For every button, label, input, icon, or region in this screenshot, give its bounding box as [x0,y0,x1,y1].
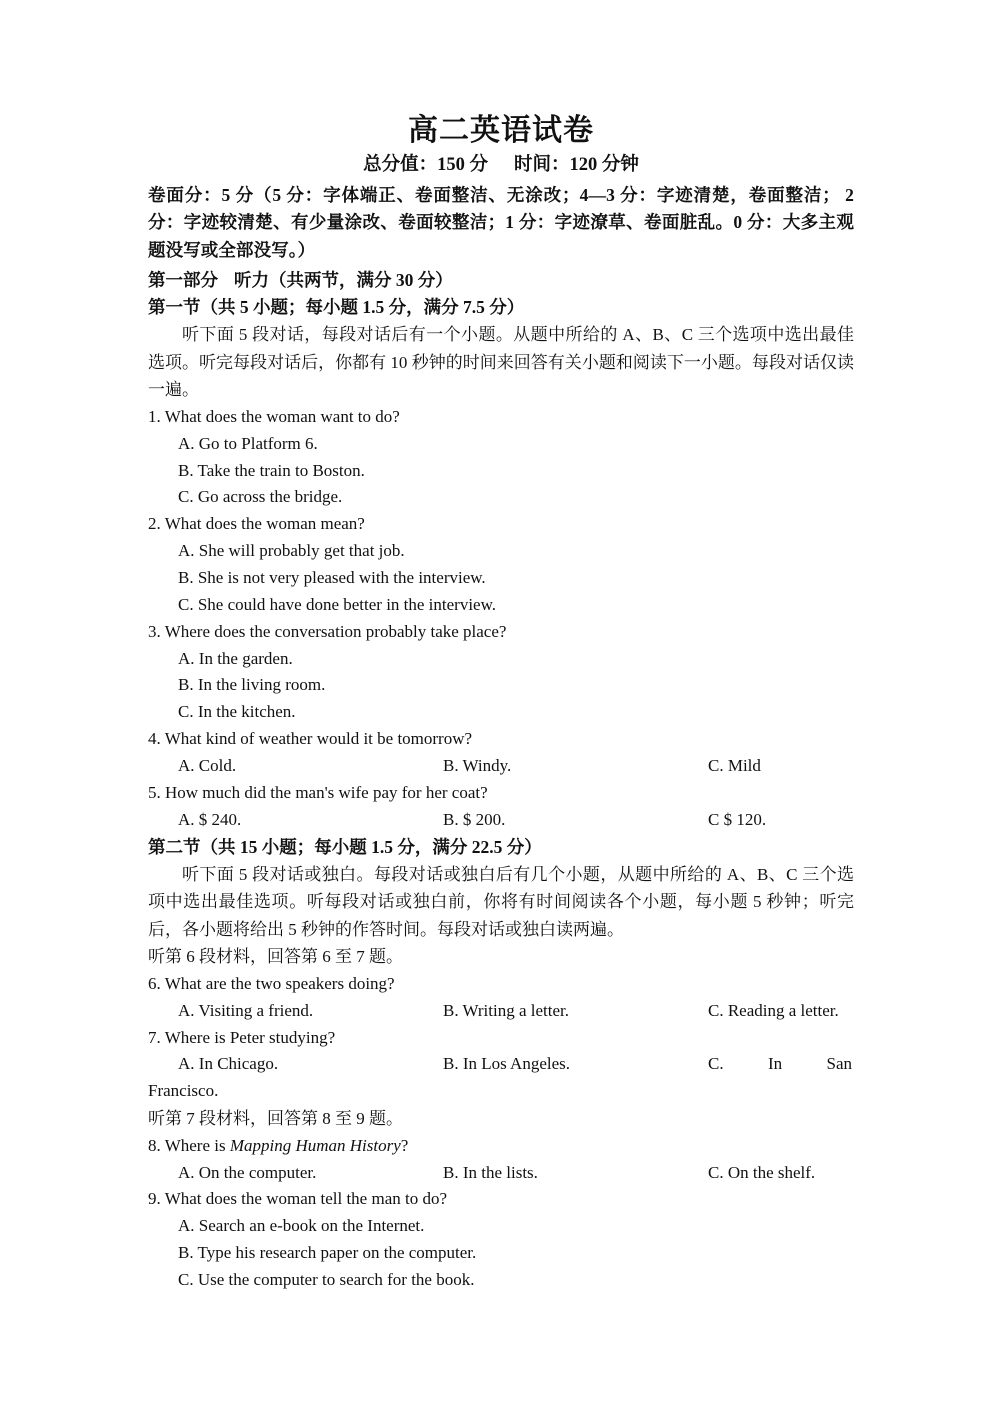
material-6-note: 听第 6 段材料，回答第 6 至 7 题。 [148,947,403,967]
option-3-c[interactable]: C. In the kitchen. [178,702,296,722]
part-one-heading [148,267,854,294]
question-7 [148,1025,854,1052]
question-4 [148,726,854,753]
option-7-c-part3: San [826,1054,852,1074]
option-7-c-wrap: Francisco. [148,1081,219,1101]
option-9-b[interactable]: B. Type his research paper on the computer. [178,1243,477,1263]
exam-meta-line [148,152,854,180]
option-7-b[interactable]: B. In Los Angeles. [443,1054,571,1074]
question-5 [148,780,854,807]
question-number: 5. [148,782,161,802]
option-2-c[interactable]: C. She could have done better in the interview. [178,594,497,614]
question-number: 7. [148,1027,161,1047]
option-6-a[interactable]: A. Visiting a friend. [178,1000,314,1020]
option-4-a[interactable]: A. Cold. [178,756,237,776]
question-text: What does the woman mean? [164,514,365,534]
option-9-a[interactable]: A. Search an e-book on the Internet. [178,1216,425,1236]
options-row-5 [148,807,854,834]
part-one-label: 第一部分 [148,270,218,291]
section-one-heading: 第一节（共 5 小题；每小题 1.5 分，满分 7.5 分） [148,297,525,318]
option-1-c[interactable]: C. Go across the bridge. [178,487,343,507]
exam-time-label: 时间：120 分钟 [514,155,639,176]
option-7-c-part2: In [767,1054,783,1074]
question-8 [148,1133,854,1160]
question-text: How much did the man's wife pay for her coat? [165,782,488,802]
question-9 [148,1186,854,1213]
option-5-a[interactable]: A. $ 240. [178,809,242,829]
question-text: Where does the conversation probably take place? [164,621,507,641]
option-8-a[interactable]: A. On the computer. [178,1162,317,1182]
question-number: 4. [148,729,161,749]
total-score-label: 总分值：150 分 [363,155,488,176]
option-1-b[interactable]: B. Take the train to Boston. [178,460,365,480]
option-8-c[interactable]: C. On the shelf. [708,1162,816,1182]
section-two-heading: 第二节（共 15 小题；每小题 1.5 分，满分 22.5 分） [148,836,542,857]
options-row-6 [148,998,854,1025]
document-content [148,112,854,1294]
question-number: 3. [148,621,161,641]
option-3-b[interactable]: B. In the living room. [178,675,326,695]
question-1 [148,404,854,431]
question-2 [148,511,854,538]
option-1-a[interactable]: A. Go to Platform 6. [178,433,318,453]
question-3 [148,619,854,646]
option-7-c-part1: C. [708,1054,724,1074]
option-2-a[interactable]: A. She will probably get that job. [178,541,405,561]
option-5-b[interactable]: B. $ 200. [443,809,506,829]
book-title-italic: Mapping Human History [229,1135,401,1155]
question-text: What kind of weather would it be tomorrow? [164,729,473,749]
material-7-note: 听第 7 段材料，回答第 8 至 9 题。 [148,1109,403,1129]
question-number: 2. [148,514,161,534]
question-text: What does the woman tell the man to do? [164,1189,448,1209]
option-6-b[interactable]: B. Writing a letter. [443,1000,570,1020]
question-text: Where is Peter studying? [164,1027,336,1047]
option-4-c[interactable]: C. Mild [708,756,761,776]
question-text: What does the woman want to do? [164,406,400,426]
options-row-8 [148,1160,854,1187]
question-text-before: Where is [164,1135,230,1155]
options-row-4 [148,753,854,780]
question-6 [148,971,854,998]
section-two-instruction: 听下面 5 段对话或独白。每段对话或独白后有几个小题，从题中所给的 A、B、C 三个选项中选出最佳选项。听每段对话或独白前，你将有时间阅读各个小题，每小题 5 秒钟；听完后，各小题将给出 5 秒钟的作答时间。每段对话或独白读两遍。 [148,864,854,939]
question-number: 1. [148,406,161,426]
option-5-c[interactable]: C $ 120. [708,809,767,829]
option-8-b[interactable]: B. In the lists. [443,1162,538,1182]
page-title: 高二英语试卷 [408,114,594,147]
options-row-7 [148,1051,854,1078]
option-9-c[interactable]: C. Use the computer to search for the book. [178,1270,475,1289]
option-7-c[interactable] [708,1051,854,1078]
option-7-a[interactable]: A. In Chicago. [178,1054,279,1074]
part-one-title: 听力（共两节，满分 30 分） [234,270,453,291]
option-3-a[interactable]: A. In the garden. [178,648,293,668]
section-one-instruction: 听下面 5 段对话，每段对话后有一个小题。从题中所给的 A、B、C 三个选项中选出最佳选项。听完每段对话后，你都有 10 秒钟的时间来回答有关小题和阅读下一小题。每段对话仅读一遍。 [148,325,854,400]
question-text: What are the two speakers doing? [164,973,395,993]
question-text-after: ? [400,1135,409,1155]
question-number: 8. [148,1135,161,1155]
question-number: 9. [148,1189,161,1209]
option-6-c[interactable]: C. Reading a letter. [708,1000,839,1020]
question-number: 6. [148,973,161,993]
handwriting-score-notice: 卷面分：5 分（5 分：字体端正、卷面整洁、无涂改；4—3 分：字迹清楚，卷面整洁； 2 分：字迹较清楚、有少量涂改、卷面较整洁；1 分：字迹潦草、卷面脏乱。0 分：大多主观题没写或全部没写。） [148,185,854,260]
option-2-b[interactable]: B. She is not very pleased with the interview. [178,568,486,588]
option-4-b[interactable]: B. Windy. [443,756,512,776]
